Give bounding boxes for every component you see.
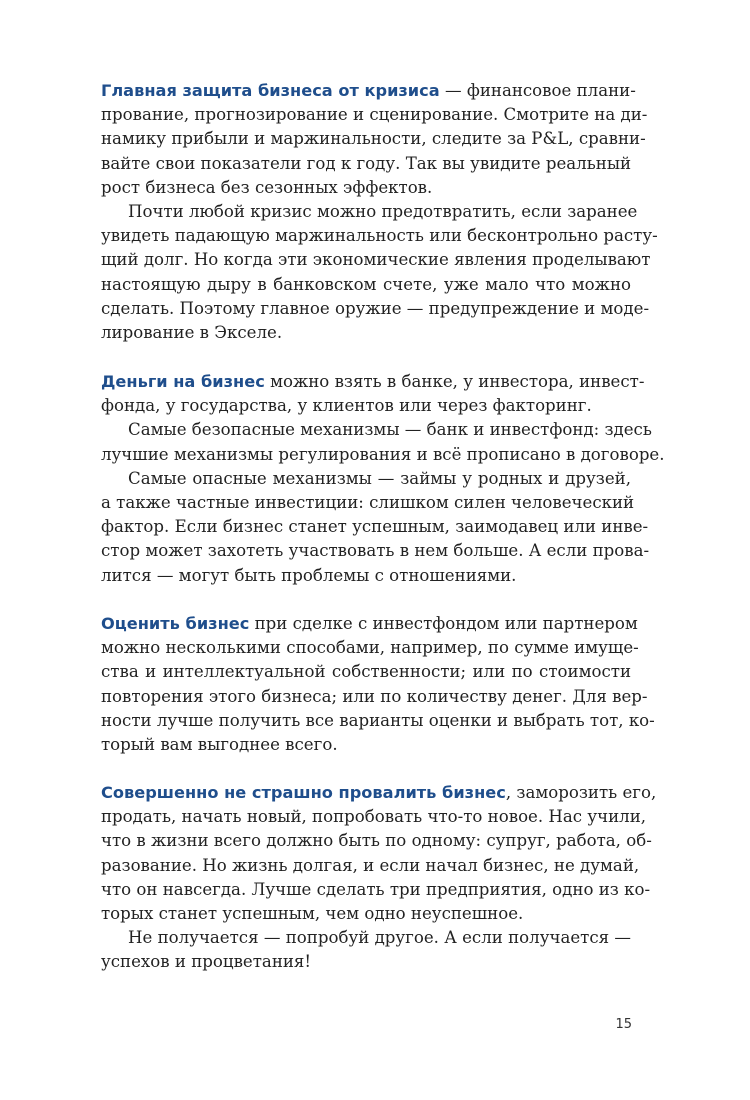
text-line: Не получается — попробуй другое. А если получается — bbox=[128, 928, 631, 948]
text-line: намику прибыли и маржинальности, следите за P&L, сравни- bbox=[101, 129, 646, 149]
text-line: сделать. Поэтому главное оружие — предупреждение и моде- bbox=[101, 298, 650, 318]
text-line: прование, прогнозирование и сценирование. Смотрите на ди- bbox=[101, 105, 648, 125]
text-line: увидеть падающую маржинальность или бесконтрольно расту- bbox=[101, 226, 658, 246]
text-line: щий долг. Но когда эти экономические явления проделывают bbox=[101, 250, 651, 270]
text-line: фактор. Если бизнес станет успешным, заимодавец или инве- bbox=[101, 517, 649, 537]
paragraph-text: — финансовое плани- bbox=[439, 81, 636, 100]
text-line: настоящую дыру в банковском счете, уже мало что можно bbox=[101, 274, 631, 294]
paragraph-first-line bbox=[101, 781, 657, 805]
text-line: Самые безопасные механизмы — банк и инвестфонд: здесь bbox=[128, 420, 652, 440]
text-line: а также частные инвестиции: слишком силен человеческий bbox=[101, 492, 635, 512]
paragraph-first-line bbox=[101, 79, 636, 103]
section-crisis-protection bbox=[101, 79, 658, 345]
paragraph-first-line bbox=[101, 370, 645, 394]
section-heading: Совершенно не страшно провалить бизнес bbox=[101, 783, 506, 802]
section-business-funding bbox=[101, 370, 665, 588]
text-line: что в жизни всего должно быть по одному: супруг, работа, об- bbox=[101, 831, 652, 851]
text-line: что он навсегда. Лучше сделать три предприятия, одно из ко- bbox=[101, 879, 651, 899]
paragraph-text: при сделке с инвестфондом или партнером bbox=[249, 614, 638, 633]
text-line: продать, начать новый, попробовать что-то новое. Нас учили, bbox=[101, 807, 647, 827]
text-line: вайте свои показатели год к году. Так вы увидите реальный bbox=[101, 153, 632, 173]
text-line: рост бизнеса без сезонных эффектов. bbox=[101, 177, 433, 197]
text-line: стор может захотеть участвовать в нем больше. А если прова- bbox=[101, 541, 650, 561]
text-line: успехов и процветания! bbox=[101, 952, 312, 972]
page-number: 15 bbox=[615, 1017, 632, 1032]
text-line: торых станет успешным, чем одно неуспешное. bbox=[101, 903, 524, 923]
text-line: можно несколькими способами, например, по сумме имуще- bbox=[101, 638, 639, 658]
text-line: торый вам выгоднее всего. bbox=[101, 734, 338, 754]
text-line: лирование в Экселе. bbox=[101, 322, 283, 342]
text-line: фонда, у государства, у клиентов или через факторинг. bbox=[101, 396, 592, 416]
section-heading: Главная защита бизнеса от кризиса bbox=[101, 81, 440, 100]
section-heading: Деньги на бизнес bbox=[101, 372, 265, 391]
section-business-failure bbox=[101, 781, 657, 975]
section-heading: Оценить бизнес bbox=[101, 614, 250, 633]
text-line: повторения этого бизнеса; или по количеству денег. Для вер- bbox=[101, 686, 648, 706]
paragraph-text: , заморозить его, bbox=[505, 783, 657, 802]
section-business-valuation bbox=[101, 612, 655, 757]
text-line: разование. Но жизнь долгая, и если начал бизнес, не думай, bbox=[101, 855, 640, 875]
text-line: лится — могут быть проблемы с отношениями. bbox=[101, 565, 517, 585]
paragraph-text: можно взять в банке, у инвестора, инвест- bbox=[264, 372, 645, 391]
paragraph-first-line bbox=[101, 612, 638, 636]
text-line: лучшие механизмы регулирования и всё прописано в договоре. bbox=[101, 444, 665, 464]
text-line: Почти любой кризис можно предотвратить, если заранее bbox=[128, 201, 638, 221]
text-line: Самые опасные механизмы — займы у родных и друзей, bbox=[128, 468, 631, 488]
text-line: ства и интеллектуальной собственности; или по стоимости bbox=[101, 662, 631, 682]
text-line: ности лучше получить все варианты оценки и выбрать тот, ко- bbox=[101, 710, 655, 730]
